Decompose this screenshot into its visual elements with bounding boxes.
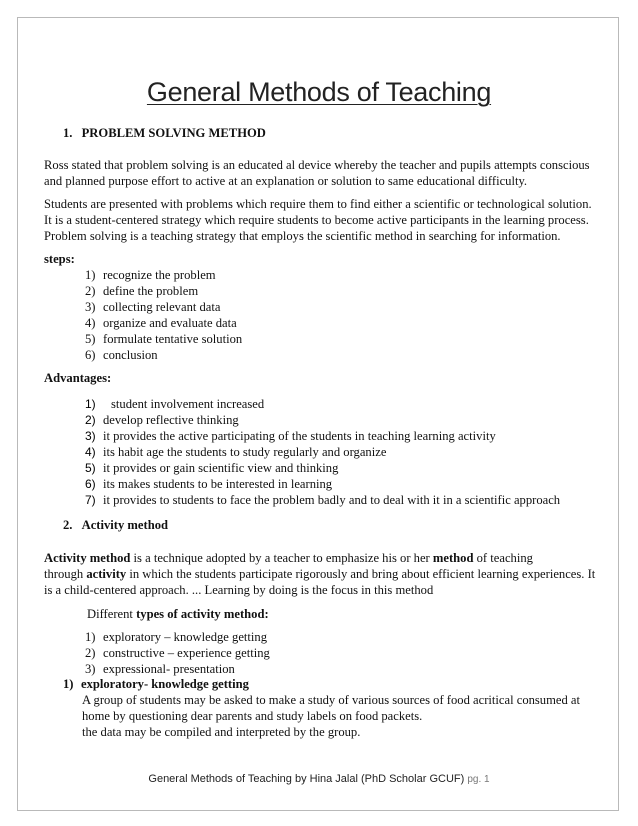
list-item: [85, 428, 560, 444]
subsection-1-body: [82, 692, 580, 740]
list-text: develop reflective thinking: [103, 413, 239, 427]
list-item: [85, 645, 270, 661]
list-text: its habit age the students to study regularly and organize: [103, 445, 387, 459]
paragraph-text: is a technique adopted by a teacher to emphasize his or her: [130, 551, 433, 565]
list-item: [85, 315, 242, 331]
paragraph-line: [44, 566, 595, 582]
steps-label: steps:: [44, 252, 75, 266]
list-number: 3): [85, 300, 96, 314]
list-number: 5): [85, 461, 96, 475]
paragraph-line: Ross stated that problem solving is an educated al device whereby the teacher and pupils attempts conscious: [44, 158, 590, 172]
section-1-title: PROBLEM SOLVING METHOD: [81, 126, 266, 140]
list-text: it provides the active participating of the students in teaching learning activity: [103, 429, 496, 443]
section-1-paragraph-1: [44, 157, 590, 189]
section-1-number: 1.: [63, 126, 73, 140]
paragraph-line: is a child-centered approach. ... Learning by doing is the focus in this method: [44, 583, 434, 597]
list-text: expressional- presentation: [103, 662, 235, 676]
list-number: 2): [85, 646, 96, 660]
paragraph-line: home by questioning dear parents and study labels on food packets.: [82, 709, 423, 723]
list-number: 3): [85, 429, 96, 443]
list-text: recognize the problem: [103, 268, 216, 282]
list-text: collecting relevant data: [103, 300, 221, 314]
list-text: it provides or gain scientific view and thinking: [103, 461, 339, 475]
bold-term: activity: [86, 567, 127, 581]
types-intro-text: Different: [87, 607, 137, 621]
list-item: [85, 492, 560, 508]
paragraph-line: the data may be compiled and interpreted by the group.: [82, 725, 361, 739]
paragraph-text: through: [44, 567, 87, 581]
list-text: constructive – experience getting: [103, 646, 270, 660]
list-item: [85, 283, 242, 299]
list-number: 6): [85, 348, 96, 362]
list-number: 1): [85, 397, 96, 411]
steps-list: [85, 267, 242, 363]
list-item: [85, 412, 560, 428]
paragraph-line: It is a student-centered strategy which require students to become active participants in the learning process.: [44, 213, 589, 227]
list-number: 4): [85, 445, 96, 459]
types-list: [85, 629, 270, 677]
list-text: it provides to students to face the problem badly and to deal with it in a scientific approach: [103, 493, 561, 507]
types-intro-bold: types of activity method:: [136, 607, 269, 621]
advantages-label: Advantages:: [44, 371, 112, 385]
bold-term: Activity method: [44, 551, 131, 565]
section-1-paragraph-2: [44, 196, 592, 244]
list-item: [85, 267, 242, 283]
list-item: [85, 629, 270, 645]
list-item: [85, 460, 560, 476]
list-item: [85, 331, 242, 347]
list-number: 7): [85, 493, 96, 507]
list-item: [85, 476, 560, 492]
document-title: General Methods of Teaching: [146, 77, 492, 107]
list-number: 4): [85, 316, 96, 330]
page-footer: [0, 773, 638, 785]
advantages-list: [85, 396, 560, 508]
list-item: [85, 444, 560, 460]
subsection-title: exploratory- knowledge getting: [81, 677, 249, 691]
paragraph-line: [44, 550, 595, 566]
list-item: [85, 347, 242, 363]
paragraph-line: Problem solving is a teaching strategy that employs the scientific method in searching for information.: [44, 229, 561, 243]
section-2-number: 2.: [63, 518, 73, 532]
paragraph-text: of teaching: [473, 551, 533, 565]
paragraph-line: Students are presented with problems which require them to find either a scientific or technological solution.: [44, 197, 592, 211]
subsection-number: 1): [63, 677, 74, 691]
list-number: 5): [85, 332, 96, 346]
paragraph-text: in which the students participate rigorously and bring about efficient learning experiences. It: [126, 567, 596, 581]
list-text: exploratory – knowledge getting: [103, 630, 268, 644]
list-number: 1): [85, 630, 96, 644]
list-text: its makes students to be interested in learning: [103, 477, 333, 491]
section-2-title: Activity method: [81, 518, 169, 532]
list-text: formulate tentative solution: [103, 332, 243, 346]
bold-term: method: [432, 551, 474, 565]
section-2-heading: [63, 517, 168, 533]
list-number: 2): [85, 413, 96, 427]
list-item: [85, 396, 560, 412]
types-intro: [87, 606, 269, 622]
page-number: pg. 1: [467, 774, 490, 785]
list-text: student involvement increased: [111, 397, 265, 411]
list-text: conclusion: [103, 348, 158, 362]
footer-text: General Methods of Teaching by Hina Jalal (PhD Scholar GCUF): [148, 773, 465, 785]
list-text: define the problem: [103, 284, 199, 298]
list-item: [85, 661, 270, 677]
list-number: 3): [85, 662, 96, 676]
subsection-1-heading: [63, 676, 249, 692]
paragraph-line: and planned purpose effort to active at an explanation or solution to same educational difficulty.: [44, 174, 528, 188]
list-text: organize and evaluate data: [103, 316, 237, 330]
paragraph-line: A group of students may be asked to make a study of various sources of food acritical consumed at: [82, 693, 581, 707]
list-item: [85, 299, 242, 315]
section-2-paragraph: [44, 550, 595, 598]
section-1-heading: [63, 125, 266, 141]
list-number: 1): [85, 268, 96, 282]
list-number: 6): [85, 477, 96, 491]
list-number: 2): [85, 284, 96, 298]
